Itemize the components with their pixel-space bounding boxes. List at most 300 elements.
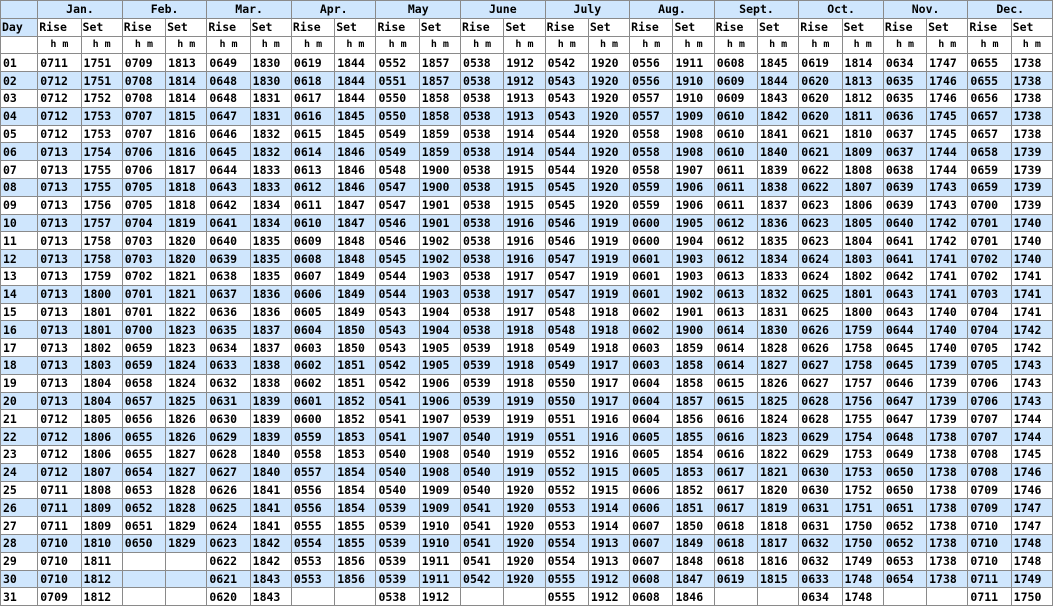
set-time-cell: 1914 — [504, 125, 545, 143]
set-time-cell: 1858 — [673, 356, 714, 374]
set-time-cell: 1908 — [673, 143, 714, 161]
set-time-cell: 1749 — [1011, 570, 1052, 588]
set-time-cell: 1805 — [842, 214, 883, 232]
rise-time-cell: 0713 — [38, 285, 81, 303]
set-time-cell: 1739 — [1011, 178, 1052, 196]
set-time-cell: 1906 — [419, 392, 460, 410]
set-time-cell: 1842 — [758, 107, 799, 125]
set-time-cell: 1911 — [673, 54, 714, 72]
set-time-cell: 1841 — [250, 517, 291, 535]
set-time-cell: 1840 — [758, 143, 799, 161]
set-time-cell: 1738 — [1011, 54, 1052, 72]
rise-time-cell: 0703 — [122, 232, 165, 250]
rise-time-cell: 0643 — [883, 285, 926, 303]
rise-time-cell: 0547 — [545, 267, 588, 285]
rise-time-cell: 0631 — [799, 499, 842, 517]
rise-time-cell: 0658 — [122, 374, 165, 392]
rise-time-cell: 0619 — [714, 570, 757, 588]
rise-time-cell: 0707 — [122, 107, 165, 125]
set-time-cell: 1851 — [673, 499, 714, 517]
table-row — [1, 392, 1053, 410]
set-time-cell: 1903 — [673, 250, 714, 268]
rise-time-cell: 0713 — [38, 250, 81, 268]
rise-time-cell: 0646 — [207, 125, 250, 143]
set-time-cell: 1919 — [588, 285, 629, 303]
set-time-cell: 1745 — [1011, 445, 1052, 463]
rise-time-cell: 0559 — [291, 428, 334, 446]
rise-time-cell: 0706 — [122, 143, 165, 161]
rise-time-cell: 0538 — [461, 125, 504, 143]
rise-time-cell: 0613 — [291, 161, 334, 179]
set-time-cell: 1807 — [842, 178, 883, 196]
set-time-cell: 1902 — [419, 232, 460, 250]
rise-time-cell: 0538 — [461, 303, 504, 321]
set-time-cell: 1920 — [588, 161, 629, 179]
set-time-cell: 1903 — [419, 285, 460, 303]
rise-header: Rise — [714, 18, 757, 36]
rise-time-cell: 0540 — [376, 445, 419, 463]
rise-time-cell: 0700 — [968, 196, 1011, 214]
set-time-cell: 1851 — [335, 356, 376, 374]
rise-time-cell: 0539 — [461, 374, 504, 392]
rise-time-cell: 0656 — [968, 89, 1011, 107]
set-time-cell: 1804 — [81, 392, 122, 410]
set-time-cell: 1906 — [673, 196, 714, 214]
rise-time-cell: 0544 — [376, 285, 419, 303]
set-time-cell: 1747 — [1011, 517, 1052, 535]
rise-time-cell: 0629 — [799, 445, 842, 463]
set-time-cell: 1916 — [588, 428, 629, 446]
month-header: Jan. — [38, 1, 123, 19]
month-header: June — [461, 1, 546, 19]
rise-time-cell: 0650 — [122, 534, 165, 552]
set-time-cell: 1854 — [673, 445, 714, 463]
rise-time-cell: 0706 — [122, 161, 165, 179]
rise-time-cell: 0632 — [799, 534, 842, 552]
rise-time-cell: 0654 — [883, 570, 926, 588]
rise-time-cell: 0713 — [38, 267, 81, 285]
set-time-cell: 1914 — [588, 499, 629, 517]
day-cell: 08 — [1, 178, 38, 196]
set-time-cell: 1820 — [166, 250, 207, 268]
set-time-cell: 1850 — [335, 321, 376, 339]
rise-time-cell: 0557 — [630, 107, 673, 125]
rise-time-cell: 0558 — [291, 445, 334, 463]
set-time-cell: 1817 — [758, 534, 799, 552]
month-header: Nov. — [883, 1, 968, 19]
rise-time-cell: 0624 — [799, 267, 842, 285]
month-header: Sept. — [714, 1, 799, 19]
rise-time-cell: 0557 — [630, 89, 673, 107]
rise-time-cell: 0707 — [968, 410, 1011, 428]
set-time-cell: 1800 — [81, 285, 122, 303]
rise-time-cell: 0554 — [291, 534, 334, 552]
set-time-cell: 1740 — [1011, 250, 1052, 268]
rise-time-cell: 0701 — [968, 214, 1011, 232]
rise-time-cell: 0539 — [376, 534, 419, 552]
rise-time-cell: 0709 — [122, 54, 165, 72]
rise-time-cell: 0701 — [122, 285, 165, 303]
set-time-cell: 1831 — [758, 303, 799, 321]
rise-time-cell: 0609 — [291, 232, 334, 250]
table-row — [1, 356, 1053, 374]
rise-time-cell: 0559 — [630, 196, 673, 214]
rise-time-cell: 0618 — [714, 517, 757, 535]
set-time-cell: 1849 — [335, 303, 376, 321]
set-time-cell: 1914 — [504, 143, 545, 161]
set-time-cell: 1759 — [81, 267, 122, 285]
set-time-cell: 1853 — [673, 463, 714, 481]
rise-time-cell: 0710 — [38, 570, 81, 588]
rise-time-cell: 0632 — [799, 552, 842, 570]
set-time-cell: 1839 — [250, 410, 291, 428]
rise-time-cell: 0540 — [461, 445, 504, 463]
rise-time-cell: 0620 — [207, 588, 250, 606]
set-time-cell: 1854 — [335, 499, 376, 517]
set-time-cell: 1802 — [842, 267, 883, 285]
unit-label: h m — [335, 36, 376, 54]
set-time-cell: 1827 — [166, 445, 207, 463]
set-time-cell: 1918 — [504, 321, 545, 339]
set-time-cell: 1856 — [335, 570, 376, 588]
set-time-cell: 1840 — [250, 445, 291, 463]
unit-label: h m — [673, 36, 714, 54]
rise-header: Rise — [545, 18, 588, 36]
set-time-cell: 1846 — [673, 588, 714, 606]
table-row — [1, 303, 1053, 321]
set-time-cell: 1857 — [419, 54, 460, 72]
table-row — [1, 499, 1053, 517]
set-time-cell: 1847 — [335, 214, 376, 232]
set-time-cell: 1844 — [335, 54, 376, 72]
rise-time-cell: 0711 — [38, 481, 81, 499]
rise-time-cell: 0652 — [883, 517, 926, 535]
set-time-cell: 1839 — [250, 428, 291, 446]
rise-time-cell: 0556 — [630, 72, 673, 90]
rise-time-cell: 0553 — [291, 570, 334, 588]
set-time-cell: 1909 — [673, 107, 714, 125]
rise-time-cell: 0548 — [376, 161, 419, 179]
set-time-cell: 1818 — [758, 517, 799, 535]
month-header: Apr. — [291, 1, 376, 19]
set-time-cell: 1841 — [250, 499, 291, 517]
unit-label: h m — [419, 36, 460, 54]
set-time-cell: 1813 — [842, 72, 883, 90]
rise-time-cell: 0628 — [799, 410, 842, 428]
set-time-cell: 1818 — [166, 178, 207, 196]
set-time-cell: 1826 — [758, 374, 799, 392]
rise-time-cell: 0620 — [799, 72, 842, 90]
rise-time-cell: 0705 — [122, 196, 165, 214]
corner-cell — [1, 1, 38, 19]
day-cell: 13 — [1, 267, 38, 285]
set-time-cell: 1738 — [1011, 89, 1052, 107]
rise-time-cell: 0551 — [545, 410, 588, 428]
set-time-cell: 1809 — [842, 143, 883, 161]
set-time-cell: 1825 — [758, 392, 799, 410]
rise-time-cell: 0651 — [122, 517, 165, 535]
set-time-cell: 1742 — [1011, 321, 1052, 339]
set-time-cell: 1908 — [419, 445, 460, 463]
set-time-cell: 1919 — [504, 428, 545, 446]
set-time-cell: 1739 — [927, 374, 968, 392]
month-header: Aug. — [630, 1, 715, 19]
rise-time-cell: 0615 — [714, 392, 757, 410]
rise-time-cell: 0713 — [38, 356, 81, 374]
set-time-cell: 1747 — [1011, 499, 1052, 517]
day-cell: 07 — [1, 161, 38, 179]
set-time-cell — [335, 588, 376, 606]
rise-time-cell: 0713 — [38, 143, 81, 161]
set-time-cell: 1810 — [842, 125, 883, 143]
set-time-cell: 1844 — [335, 89, 376, 107]
set-time-cell: 1835 — [250, 250, 291, 268]
set-time-cell: 1919 — [588, 267, 629, 285]
set-time-cell: 1844 — [758, 72, 799, 90]
rise-time-cell: 0547 — [376, 196, 419, 214]
day-cell: 24 — [1, 463, 38, 481]
rise-time-cell: 0552 — [376, 54, 419, 72]
set-time-cell: 1839 — [250, 392, 291, 410]
rise-time-cell: 0557 — [291, 463, 334, 481]
set-time-cell: 1739 — [1011, 161, 1052, 179]
set-time-cell: 1747 — [927, 54, 968, 72]
set-time-cell: 1810 — [81, 534, 122, 552]
set-time-cell: 1815 — [166, 107, 207, 125]
set-time-cell: 1918 — [588, 321, 629, 339]
set-time-cell: 1743 — [927, 196, 968, 214]
rise-time-cell: 0622 — [799, 178, 842, 196]
rise-time-cell: 0605 — [630, 463, 673, 481]
rise-time-cell: 0550 — [545, 392, 588, 410]
set-time-cell: 1833 — [250, 161, 291, 179]
month-header: Mar. — [207, 1, 292, 19]
set-time-cell: 1830 — [250, 72, 291, 90]
set-time-cell: 1806 — [81, 445, 122, 463]
set-time-cell: 1920 — [588, 107, 629, 125]
rise-time-cell: 0556 — [630, 54, 673, 72]
rise-time-cell: 0553 — [545, 517, 588, 535]
rise-time-cell: 0551 — [376, 72, 419, 90]
set-time-cell: 1815 — [758, 570, 799, 588]
rise-time-cell: 0635 — [883, 72, 926, 90]
rise-time-cell: 0625 — [207, 499, 250, 517]
set-time-cell: 1757 — [842, 374, 883, 392]
rise-time-cell: 0708 — [122, 89, 165, 107]
set-time-cell: 1846 — [335, 178, 376, 196]
rise-time-cell: 0702 — [968, 267, 1011, 285]
rise-time-cell: 0652 — [122, 499, 165, 517]
rise-time-cell: 0630 — [799, 481, 842, 499]
rise-time-cell: 0648 — [207, 72, 250, 90]
set-time-cell: 1828 — [166, 499, 207, 517]
set-time-cell: 1920 — [504, 499, 545, 517]
rise-time-cell — [883, 588, 926, 606]
day-cell: 20 — [1, 392, 38, 410]
set-time-cell: 1919 — [504, 410, 545, 428]
set-time-cell: 1834 — [758, 250, 799, 268]
rise-header: Rise — [799, 18, 842, 36]
rise-time-cell: 0538 — [461, 178, 504, 196]
set-time-cell: 1746 — [927, 89, 968, 107]
rise-time-cell: 0701 — [968, 232, 1011, 250]
set-time-cell: 1848 — [335, 232, 376, 250]
rise-time-cell: 0605 — [630, 428, 673, 446]
rise-time-cell: 0547 — [545, 250, 588, 268]
rise-time-cell: 0538 — [461, 72, 504, 90]
set-header: Set — [588, 18, 629, 36]
set-time-cell: 1904 — [419, 303, 460, 321]
set-time-cell: 1812 — [842, 89, 883, 107]
rise-time-cell — [714, 588, 757, 606]
rise-time-cell: 0616 — [714, 428, 757, 446]
month-header: May — [376, 1, 461, 19]
set-time-cell: 1849 — [673, 534, 714, 552]
rise-time-cell: 0659 — [968, 178, 1011, 196]
set-time-cell: 1754 — [842, 428, 883, 446]
set-time-cell: 1859 — [673, 339, 714, 357]
set-time-cell: 1920 — [588, 72, 629, 90]
rise-time-cell: 0612 — [714, 232, 757, 250]
rise-time-cell: 0548 — [545, 303, 588, 321]
set-time-cell: 1909 — [419, 499, 460, 517]
set-time-cell: 1804 — [81, 374, 122, 392]
set-time-cell: 1738 — [927, 517, 968, 535]
rise-time-cell: 0645 — [207, 143, 250, 161]
set-time-cell: 1738 — [1011, 72, 1052, 90]
rise-time-cell: 0623 — [799, 196, 842, 214]
set-time-cell: 1919 — [504, 392, 545, 410]
set-time-cell: 1738 — [927, 534, 968, 552]
rise-time-cell: 0607 — [630, 552, 673, 570]
rise-time-cell: 0539 — [461, 392, 504, 410]
rise-time-cell: 0636 — [207, 303, 250, 321]
rise-time-cell: 0624 — [207, 517, 250, 535]
set-time-cell: 1847 — [335, 196, 376, 214]
set-time-cell: 1751 — [842, 499, 883, 517]
set-time-cell: 1757 — [81, 214, 122, 232]
rise-time-cell: 0559 — [630, 178, 673, 196]
set-time-cell: 1900 — [673, 321, 714, 339]
set-time-cell: 1743 — [1011, 392, 1052, 410]
day-cell: 04 — [1, 107, 38, 125]
table-row — [1, 428, 1053, 446]
set-time-cell: 1901 — [673, 303, 714, 321]
rise-time-cell: 0538 — [461, 214, 504, 232]
rise-time-cell: 0642 — [883, 267, 926, 285]
unit-label: h m — [376, 36, 419, 54]
rise-time-cell: 0610 — [291, 214, 334, 232]
set-time-cell: 1758 — [81, 232, 122, 250]
rise-time-cell: 0648 — [883, 428, 926, 446]
set-time-cell: 1857 — [673, 392, 714, 410]
rise-time-cell: 0630 — [207, 410, 250, 428]
set-time-cell: 1827 — [166, 463, 207, 481]
rise-time-cell: 0611 — [714, 178, 757, 196]
set-time-cell: 1741 — [927, 285, 968, 303]
set-time-cell: 1800 — [842, 303, 883, 321]
rise-time-cell: 0637 — [883, 143, 926, 161]
set-time-cell: 1744 — [1011, 410, 1052, 428]
table-row — [1, 552, 1053, 570]
day-cell: 03 — [1, 89, 38, 107]
set-time-cell: 1739 — [1011, 196, 1052, 214]
set-time-cell: 1916 — [504, 232, 545, 250]
rise-time-cell: 0620 — [799, 107, 842, 125]
set-time-cell: 1917 — [588, 392, 629, 410]
rise-time-cell: 0642 — [207, 196, 250, 214]
rise-time-cell: 0601 — [291, 392, 334, 410]
set-time-cell: 1750 — [1011, 588, 1052, 606]
rise-time-cell: 0604 — [630, 374, 673, 392]
day-cell: 12 — [1, 250, 38, 268]
rise-time-cell: 0629 — [207, 428, 250, 446]
rise-time-cell: 0538 — [461, 89, 504, 107]
unit-label: h m — [250, 36, 291, 54]
set-time-cell: 1848 — [335, 250, 376, 268]
set-time-cell: 1752 — [842, 481, 883, 499]
set-time-cell: 1741 — [927, 250, 968, 268]
set-time-cell: 1912 — [588, 570, 629, 588]
set-time-cell: 1746 — [1011, 463, 1052, 481]
set-time-cell: 1739 — [927, 356, 968, 374]
set-time-cell: 1744 — [927, 161, 968, 179]
set-time-cell: 1834 — [250, 214, 291, 232]
rise-time-cell: 0628 — [799, 392, 842, 410]
day-cell: 30 — [1, 570, 38, 588]
rise-time-cell: 0613 — [714, 303, 757, 321]
rise-time-cell: 0659 — [968, 161, 1011, 179]
rise-time-cell: 0631 — [207, 392, 250, 410]
rise-time-cell: 0625 — [799, 303, 842, 321]
rise-time-cell: 0541 — [376, 410, 419, 428]
table-row — [1, 463, 1053, 481]
rise-time-cell: 0710 — [968, 552, 1011, 570]
rise-time-cell: 0713 — [38, 303, 81, 321]
set-time-cell: 1758 — [842, 339, 883, 357]
set-time-cell: 1828 — [166, 481, 207, 499]
set-time-cell: 1818 — [166, 196, 207, 214]
set-time-cell — [166, 552, 207, 570]
set-time-cell: 1742 — [927, 214, 968, 232]
rise-time-cell: 0602 — [291, 374, 334, 392]
rise-time-cell: 0602 — [291, 356, 334, 374]
rise-time-cell: 0543 — [545, 107, 588, 125]
rise-time-cell: 0538 — [461, 232, 504, 250]
set-time-cell: 1920 — [504, 552, 545, 570]
table-row — [1, 89, 1053, 107]
column-header-row — [1, 18, 1053, 36]
set-time-cell: 1900 — [419, 178, 460, 196]
rise-time-cell: 0635 — [883, 89, 926, 107]
unit-label: h m — [504, 36, 545, 54]
set-time-cell: 1910 — [419, 517, 460, 535]
unit-label: h m — [968, 36, 1011, 54]
rise-time-cell: 0545 — [545, 178, 588, 196]
day-cell: 31 — [1, 588, 38, 606]
rise-time-cell: 0556 — [291, 499, 334, 517]
rise-time-cell: 0613 — [714, 267, 757, 285]
table-row — [1, 481, 1053, 499]
unit-label: h m — [81, 36, 122, 54]
rise-time-cell: 0710 — [38, 552, 81, 570]
set-time-cell: 1820 — [166, 232, 207, 250]
set-time-cell: 1912 — [588, 588, 629, 606]
set-time-cell: 1743 — [927, 178, 968, 196]
rise-time-cell: 0655 — [122, 428, 165, 446]
rise-time-cell: 0544 — [545, 125, 588, 143]
rise-time-cell: 0546 — [545, 214, 588, 232]
